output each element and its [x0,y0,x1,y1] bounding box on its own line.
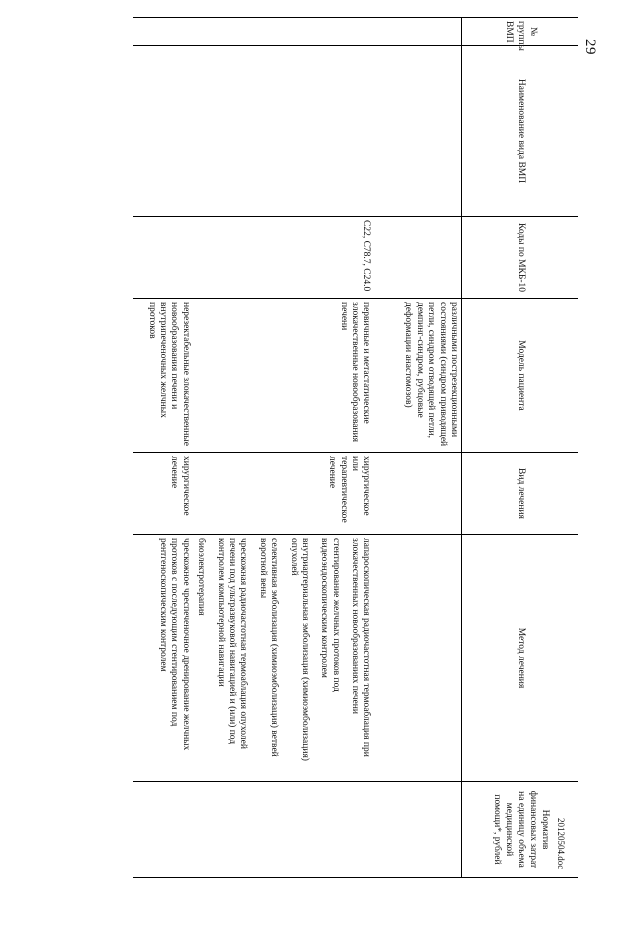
cell-cost-norm [374,782,462,878]
header-group-no: № группы ВМП [462,18,579,46]
header-icd-codes: Коды по МКБ-10 [462,217,579,299]
cell-patient-model: нерезектабельные злокачественные новообразования печени и внутрипеченочных желчных протоков [133,299,193,453]
cell-patient-model: первичные и метастатические злокачественные новообразования печени [193,299,374,453]
doc-filename: 20120504.doc [556,818,566,870]
table-row [374,18,462,878]
cell-treatment-type: хирургическое или терапевтическое лечение [193,453,374,535]
cell-treatment-type: хирургическое лечение [133,453,193,535]
table-row [133,18,193,878]
header-patient-model: Модель пациента [462,299,579,453]
method-item: стентирование желчных протоков под видеоэндоскопическим контролем [319,538,341,692]
header-treatment-type: Вид лечения [462,453,579,535]
header-cost-norm: Норматив финансовых затрат на единицу объема медицинской помощи*, рублей [462,782,579,878]
page-number: 29 [582,39,598,55]
cell-icd-codes: C22, C78.7, C24.0 [193,217,374,299]
cell-treatment-method [193,535,374,782]
cell-cost-norm [193,782,374,878]
cell-patient-model: различными пострезекционными состояниями (синдром приводящей петли, синдром отводящей петли, демпинг-синдром, рубцовые деформации анастомозов) [374,299,462,453]
cell-treatment-method [374,535,462,782]
cell-treatment-method [133,535,193,782]
cell-group-no [374,18,462,46]
vmp-table [133,17,578,878]
method-item: чрескожная радиочастотная термоаблация опухолей печени под ультразвуковой навигацией и (или) под контролем компьютерной навигации [215,538,249,749]
method-item: лапароскопическая радиочастотная термоаблация при злокачественных новообразованиях печени [350,538,372,757]
cell-vmp-name [374,46,462,217]
method-item: внутриартериальная эмболизация (химиоэмболизация) опухолей [288,538,310,761]
cell-vmp-name [133,46,193,217]
cell-icd-codes [133,217,193,299]
table-row [193,18,374,878]
table-header-row [462,18,579,878]
cell-icd-codes [374,217,462,299]
cell-vmp-name [193,46,374,217]
method-item: чрескожное чреспеченочное дренирование желчных протоков с последующим стентированием под рентгеноскопическим контролем [158,538,191,751]
cell-cost-norm [133,782,193,878]
header-vmp-name: Наименование вида ВМП [462,46,579,217]
cell-group-no [193,18,374,46]
method-item: биоэлектротерапия [196,538,207,616]
rotated-page [88,17,618,877]
cell-treatment-type [374,453,462,535]
header-treatment-method: Метод лечения [462,535,579,782]
method-item: селективная эмболизация (химиоэмболизация) ветвей воротной вены [257,538,280,757]
cell-group-no [133,18,193,46]
